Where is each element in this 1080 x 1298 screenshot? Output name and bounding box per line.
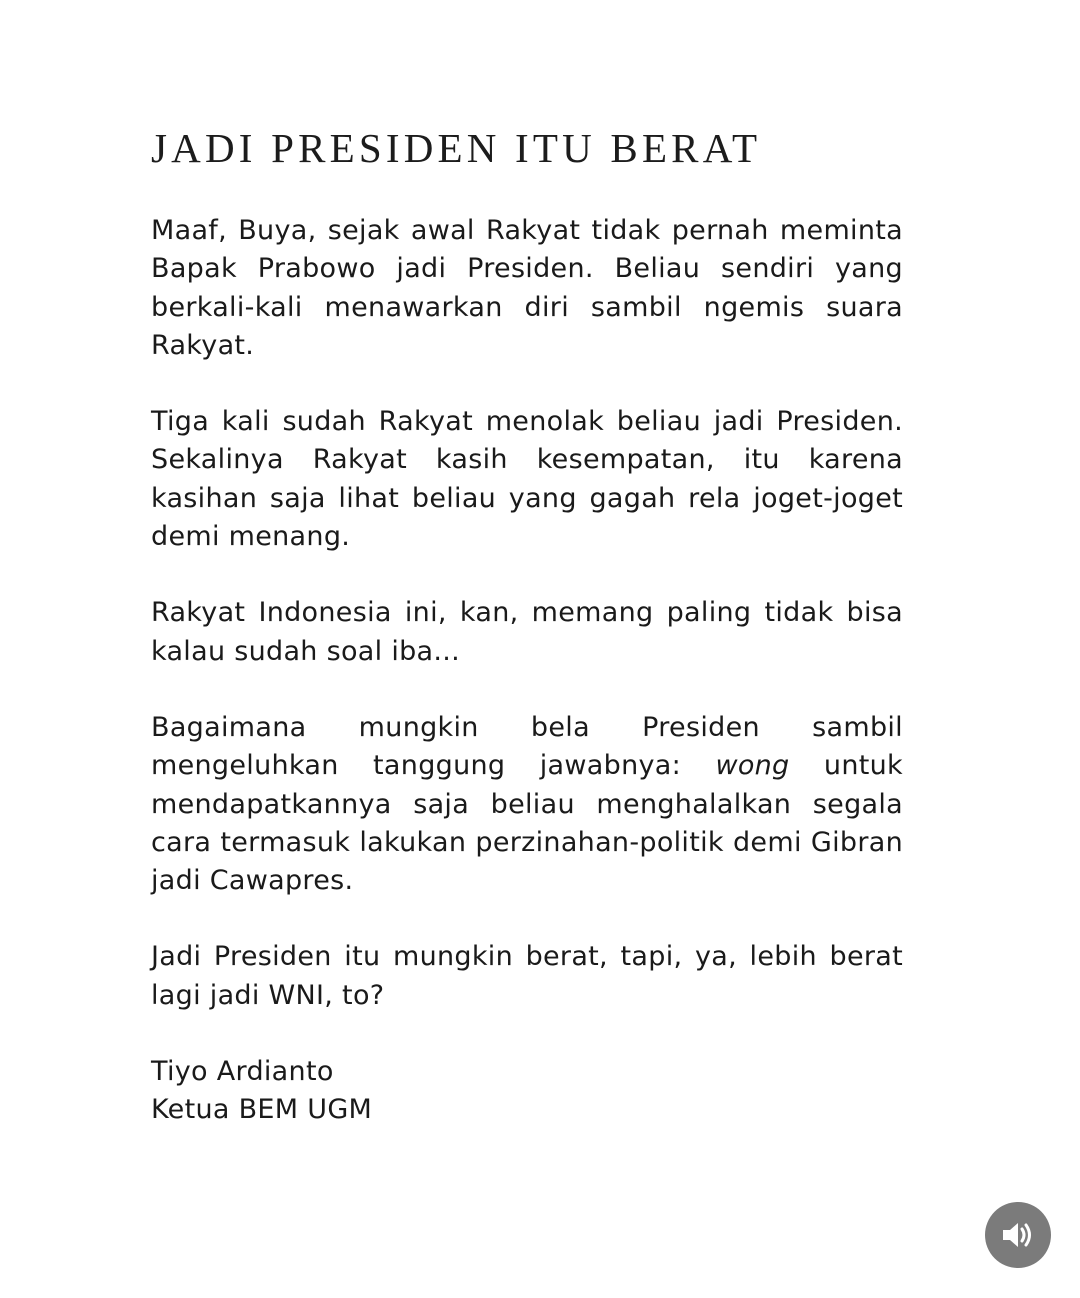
paragraph-2: Tiga kali sudah Rakyat menolak beliau jadi Presiden. Sekalinya Rakyat kasih kesempatan, itu karena kasihan saja lihat beliau yang gagah rela joget-joget demi menang. <box>151 406 903 553</box>
paragraph-5: Jadi Presiden itu mungkin berat, tapi, ya, lebih berat lagi jadi WNI, to? <box>151 941 903 1011</box>
paragraph-4-emphasis: wong <box>715 750 790 782</box>
paragraph-4 <box>151 709 903 900</box>
paragraph-4-before: Bagaimana mungkin bela Presiden sambil mengeluhkan tanggung jawabnya: <box>151 711 903 782</box>
paragraph-1: Maaf, Buya, sejak awal Rakyat tidak pernah meminta Bapak Prabowo jadi Presiden. Beliau sendiri yang berkali-kali menawarkan diri sambil ngemis suara Rakyat. <box>151 215 903 361</box>
signature-role: Ketua BEM UGM <box>151 1094 373 1126</box>
speaker-volume-icon <box>1000 1220 1036 1250</box>
post-title: JADI PRESIDEN ITU BERAT <box>151 125 762 171</box>
post-content <box>151 118 903 1130</box>
paragraph-4-after: untuk mendapatkannya saja beliau menghalalkan segala cara termasuk lakukan perzinahan-politik demi Gibran jadi Cawapres. <box>151 750 903 897</box>
paragraph-3: Rakyat Indonesia ini, kan, memang paling tidak bisa kalau sudah soal iba... <box>151 597 903 667</box>
signature <box>151 1053 903 1130</box>
sound-toggle-button[interactable] <box>985 1202 1051 1268</box>
signature-name: Tiyo Ardianto <box>151 1056 334 1088</box>
